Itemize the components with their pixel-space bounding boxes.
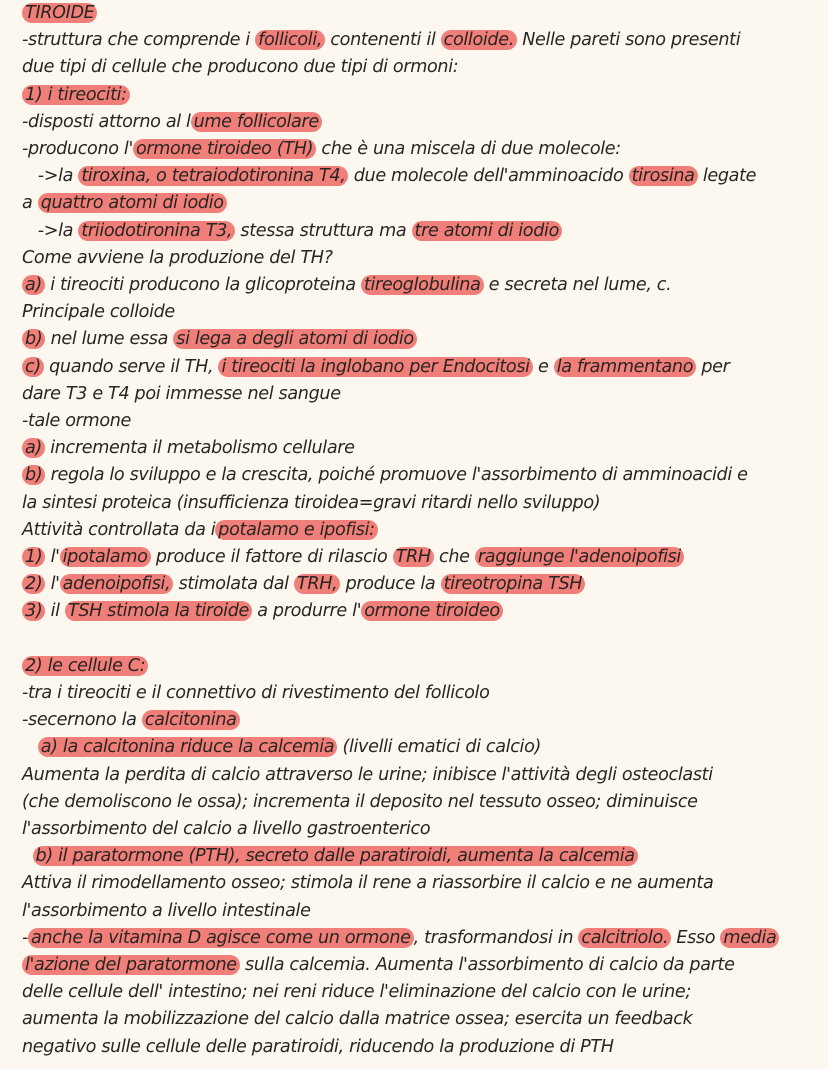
text-segment: Nelle pareti sono presenti bbox=[516, 30, 741, 51]
text-segment: l'assorbimento a livello intestinale bbox=[22, 900, 311, 921]
highlighted-text: ormone tiroideo bbox=[361, 601, 503, 621]
highlighted-text: tirosina bbox=[629, 166, 698, 186]
highlighted-text: 1) i tireociti: bbox=[22, 85, 130, 105]
text-segment: sulla calcemia. Aumenta l'assorbimento di calcio da parte bbox=[239, 955, 735, 975]
text-segment: i tireociti producono la glicoproteina bbox=[44, 275, 361, 295]
text-segment: nel lume essa bbox=[45, 329, 174, 350]
text-line bbox=[22, 1006, 692, 1033]
text-line bbox=[22, 326, 417, 353]
highlighted-text: adenoipofisi, bbox=[60, 574, 174, 594]
text-segment bbox=[22, 737, 38, 757]
text-line bbox=[22, 462, 748, 489]
text-segment: -tra i tireociti e il connettivo di rivestimento del follicolo bbox=[22, 683, 490, 703]
text-segment bbox=[22, 846, 33, 866]
highlighted-text: a) la calcitonina riduce la calcemia bbox=[38, 737, 337, 757]
text-segment: stessa struttura ma bbox=[235, 220, 412, 241]
text-segment: regola lo sviluppo e la crescita, poiché promuove l'assorbimento di amminoacidi e bbox=[45, 465, 748, 486]
text-line bbox=[22, 163, 756, 190]
text-segment: due molecole dell'amminoacido bbox=[348, 166, 629, 187]
text-line bbox=[22, 762, 713, 789]
text-line bbox=[22, 299, 175, 326]
text-segment: ->la bbox=[22, 220, 79, 241]
highlighted-text: TIROIDE bbox=[22, 3, 97, 23]
text-segment: -producono l' bbox=[22, 139, 133, 159]
highlighted-text: b) bbox=[22, 329, 45, 349]
text-segment: il bbox=[45, 601, 65, 622]
text-segment: Aumenta la perdita di calcio attraverso le urine; inibisce l'attività degli osteoclasti bbox=[22, 764, 713, 785]
text-segment: l' bbox=[45, 547, 60, 567]
text-line bbox=[22, 571, 585, 598]
text-segment: l' bbox=[45, 574, 60, 595]
text-segment: aumenta la mobilizzazione del calcio dalla matrice ossea; esercita un feedback bbox=[22, 1009, 693, 1030]
text-segment: -struttura che comprende i bbox=[22, 30, 256, 51]
text-segment: , trasformandosi in bbox=[413, 927, 579, 948]
text-segment: legate bbox=[697, 166, 757, 187]
text-segment: per bbox=[696, 356, 730, 377]
text-segment: contenenti il bbox=[325, 30, 441, 51]
text-line bbox=[22, 27, 740, 54]
text-line bbox=[22, 490, 600, 517]
text-segment: e bbox=[532, 356, 554, 377]
highlighted-text: l'azione del paratormone bbox=[22, 955, 240, 975]
text-line bbox=[22, 653, 148, 680]
highlighted-text: follicoli, bbox=[255, 30, 325, 50]
text-line bbox=[22, 435, 355, 462]
text-segment: -secernono la bbox=[22, 710, 142, 731]
text-segment: a produrre l' bbox=[252, 601, 362, 622]
text-segment: ->la bbox=[22, 166, 79, 187]
text-segment: produce la bbox=[340, 574, 441, 595]
highlighted-text: a) bbox=[22, 438, 45, 458]
text-segment: Come avviene la produzione del TH? bbox=[22, 247, 333, 268]
text-segment: la sintesi proteica (insufficienza tiroidea=gravi ritardi nello sviluppo) bbox=[22, 492, 601, 513]
text-segment: l'assorbimento del calcio a livello gastroenterico bbox=[22, 819, 431, 839]
text-segment: stimolata dal bbox=[173, 574, 294, 595]
text-line bbox=[22, 925, 779, 952]
text-line bbox=[22, 517, 378, 544]
highlighted-text: a) bbox=[22, 275, 45, 295]
page-title bbox=[22, 0, 97, 27]
highlighted-text: i tireociti la inglobano per Endocitosi bbox=[218, 357, 532, 377]
text-line bbox=[22, 109, 322, 136]
highlighted-text: calcitriolo. bbox=[578, 928, 671, 948]
text-line bbox=[22, 598, 503, 625]
highlighted-text: tireotropina TSH bbox=[441, 574, 586, 594]
text-line bbox=[22, 898, 311, 925]
highlighted-text: potalamo e ipofisi: bbox=[215, 520, 377, 540]
highlighted-text: 2) le cellule C: bbox=[22, 656, 148, 676]
highlighted-text: calcitonina bbox=[142, 710, 240, 730]
text-line bbox=[22, 54, 458, 81]
text-segment: che è una miscela di due molecole: bbox=[316, 139, 621, 159]
text-segment: dare T3 e T4 poi immesse nel sangue bbox=[22, 383, 341, 404]
text-segment: (che demoliscono le ossa); incrementa il deposito nel tessuto osseo; diminuisce bbox=[22, 791, 698, 812]
text-segment: quando serve il TH, bbox=[43, 356, 219, 377]
text-line bbox=[22, 136, 621, 163]
text-line bbox=[22, 734, 541, 761]
highlighted-text: ormone tiroideo (TH) bbox=[133, 139, 316, 159]
text-line bbox=[22, 816, 430, 843]
text-line bbox=[22, 843, 638, 870]
text-segment: a bbox=[22, 193, 38, 214]
text-line bbox=[22, 381, 341, 408]
text-segment: Esso bbox=[671, 927, 721, 948]
highlighted-text: 2) bbox=[22, 574, 45, 594]
text-line bbox=[22, 979, 691, 1006]
text-segment: e secreta nel lume, c. bbox=[483, 275, 672, 295]
text-segment: delle cellule dell' intestino; nei reni riduce l'eliminazione del calcio con le urine; bbox=[22, 982, 691, 1003]
highlighted-text: anche la vitamina D agisce come un ormone bbox=[28, 928, 414, 948]
text-line bbox=[22, 245, 333, 272]
text-segment: negativo sulle cellule delle paratiroidi, riducendo la produzione di PTH bbox=[22, 1036, 614, 1057]
highlighted-text: c) bbox=[22, 357, 44, 377]
text-segment: - bbox=[22, 927, 28, 948]
text-line bbox=[22, 789, 698, 816]
text-segment: produce il fattore di rilascio bbox=[150, 547, 393, 567]
highlighted-text: quattro atomi di iodio bbox=[38, 193, 227, 213]
highlighted-text: colloide. bbox=[441, 30, 517, 50]
text-segment: che bbox=[433, 547, 475, 567]
text-segment: (livelli ematici di calcio) bbox=[337, 737, 542, 758]
text-segment: incrementa il metabolismo cellulare bbox=[44, 438, 355, 459]
highlighted-text: tireoglobulina bbox=[361, 275, 484, 295]
highlighted-text: TSH stimola la tiroide bbox=[65, 601, 252, 621]
text-line bbox=[22, 952, 735, 979]
highlighted-text: ume follicolare bbox=[191, 112, 322, 132]
text-line bbox=[22, 82, 130, 109]
highlighted-text: TRH, bbox=[294, 574, 340, 594]
highlighted-text: triiodotironina T3, bbox=[78, 221, 235, 241]
text-line bbox=[22, 680, 490, 707]
text-segment: -tale ormone bbox=[22, 411, 132, 431]
highlighted-text: media bbox=[720, 928, 779, 948]
text-line bbox=[22, 1034, 614, 1061]
text-line bbox=[22, 544, 684, 571]
highlighted-text: la frammentano bbox=[554, 357, 696, 377]
highlighted-text: b) bbox=[22, 465, 45, 485]
text-segment: Principale colloide bbox=[22, 302, 175, 323]
highlighted-text: raggiunge l'adenoipofisi bbox=[475, 547, 684, 567]
text-line bbox=[22, 408, 131, 435]
text-line bbox=[22, 870, 713, 897]
text-line bbox=[22, 218, 562, 245]
text-segment: Attiva il rimodellamento osseo; stimola il rene a riassorbire il calcio e ne aumenta bbox=[22, 873, 714, 894]
highlighted-text: 1) bbox=[22, 547, 45, 567]
highlighted-text: ipotalamo bbox=[60, 547, 151, 567]
text-line bbox=[22, 272, 671, 299]
text-line bbox=[22, 354, 730, 381]
highlighted-text: tre atomi di iodio bbox=[412, 221, 562, 241]
highlighted-text: si lega a degli atomi di iodio bbox=[173, 329, 417, 349]
text-line bbox=[22, 707, 240, 734]
text-line bbox=[22, 190, 227, 217]
highlighted-text: b) il paratormone (PTH), secreto dalle paratiroidi, aumenta la calcemia bbox=[33, 846, 638, 866]
highlighted-text: 3) bbox=[22, 601, 45, 621]
text-segment: due tipi di cellule che producono due tipi di ormoni: bbox=[22, 57, 459, 78]
text-segment: -disposti attorno al l bbox=[22, 111, 191, 132]
highlighted-text: TRH bbox=[393, 547, 434, 567]
text-segment: Attività controllata da i bbox=[22, 519, 216, 540]
highlighted-text: tiroxina, o tetraiodotironina T4, bbox=[78, 166, 348, 186]
